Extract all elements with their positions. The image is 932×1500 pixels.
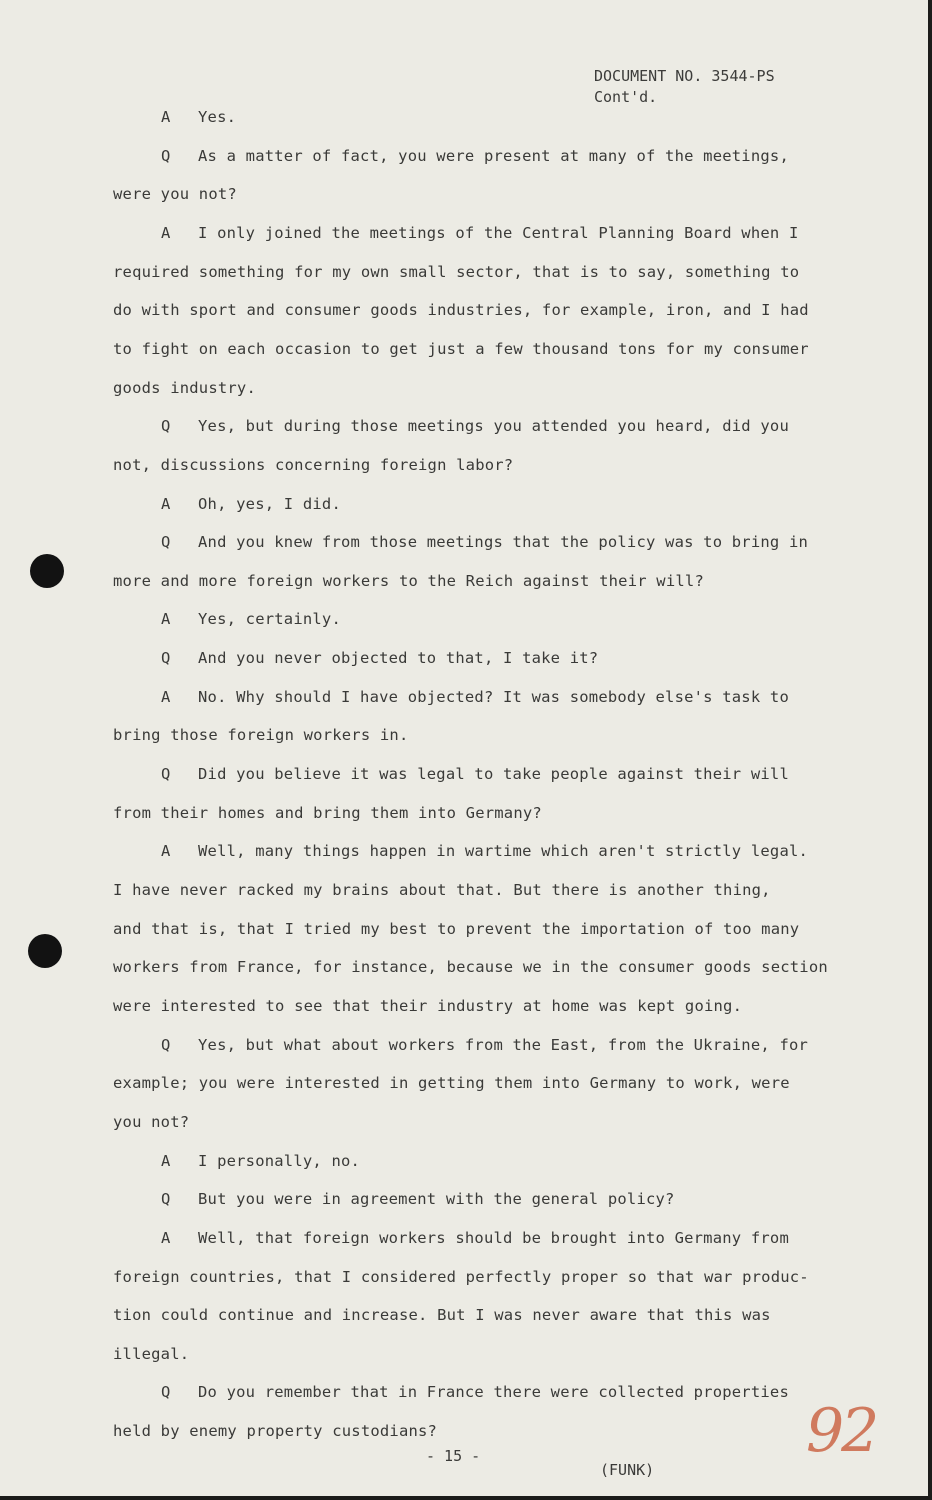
line-text: Yes. [198,108,237,126]
continuation-line [113,1268,809,1286]
qa-line [161,147,789,165]
answer-marker: A [161,108,171,126]
qa-line [161,1229,789,1247]
continuation-line [113,572,704,590]
qa-line [161,842,808,860]
continuation-line [113,920,799,938]
line-text: Did you believe it was legal to take people against their will [198,765,789,784]
line-text: were you not? [113,185,237,204]
line-text: And you never objected to that, I take it? [198,649,599,668]
document-number: DOCUMENT NO. 3544-PS [594,67,775,85]
line-text: goods industry. [113,378,256,397]
line-text: No. Why should I have objected? It was somebody else's task to [198,687,789,706]
page-number: - 15 - [426,1447,481,1465]
qa-line [161,533,808,551]
line-text: do with sport and consumer goods industries, for example, iron, and I had [113,301,809,320]
page-stamp-number: 92 [806,1396,877,1466]
continuation-line [113,958,828,976]
qa-line [161,1152,360,1170]
line-text: not, discussions concerning foreign labor? [113,455,514,474]
question-marker: Q [161,765,171,784]
line-text: Oh, yes, I did. [198,494,341,513]
line-text: foreign countries, that I considered perfectly proper so that war produc- [113,1267,809,1286]
question-marker: Q [161,1383,171,1402]
question-marker: Q [161,417,171,436]
line-text: illegal. [113,1344,190,1363]
qa-line [161,649,598,667]
punch-hole [28,934,62,968]
line-text: bring those foreign workers in. [113,726,409,745]
line-text: I personally, no. [198,1151,361,1170]
line-text: and that is, that I tried my best to prevent the importation of too many [113,919,800,938]
continuation-line [113,1306,771,1324]
qa-line [161,495,341,513]
question-marker: Q [161,649,171,668]
line-text: But you were in agreement with the general policy? [198,1190,675,1209]
qa-line [161,1190,675,1208]
continuation-line [113,1345,189,1363]
line-text: Yes, but during those meetings you attended you heard, did you [198,417,789,436]
continuation-line [113,456,513,474]
answer-marker: A [161,494,171,513]
continuation-line [113,1074,790,1092]
line-text: I have never racked my brains about that. But there is another thing, [113,881,771,899]
continuation-line [113,1422,437,1440]
continuation-line [113,340,809,358]
punch-hole [30,554,64,588]
continuation-line [113,997,742,1015]
answer-marker: A [161,1228,171,1247]
line-text: example; you were interested in getting them into Germany to work, were [113,1074,790,1093]
continuation-line [113,881,771,899]
line-text: were interested to see that their industry at home was kept going. [113,996,743,1015]
question-marker: Q [161,1035,171,1054]
qa-line [161,1383,789,1401]
continuation-line [113,263,799,281]
continuation-line [113,726,409,744]
line-text: tion could continue and increase. But I was never aware that this was [113,1306,771,1325]
answer-marker: A [161,687,171,706]
continuation-line [113,301,809,319]
line-text: you not? [113,1112,190,1131]
line-text: to fight on each occasion to get just a few thousand tons for my consumer [113,339,809,358]
qa-line [161,688,789,706]
continuation-line [113,804,542,822]
document-header [594,66,775,108]
continuation-line [113,379,256,397]
continuation-line [113,1113,189,1131]
line-text: Do you remember that in France there were collected properties [198,1383,789,1402]
question-marker: Q [161,533,171,552]
answer-marker: A [161,223,171,242]
qa-line [161,610,341,628]
answer-marker: A [161,1151,171,1170]
line-text: required something for my own small sector, that is to say, something to [113,262,800,281]
line-text: Well, that foreign workers should be brought into Germany from [198,1228,789,1247]
line-text: As a matter of fact, you were present at many of the meetings, [198,146,789,165]
line-text: from their homes and bring them into Germany? [113,803,542,822]
qa-line [161,108,236,126]
line-text: more and more foreign workers to the Reich against their will? [113,571,704,590]
question-marker: Q [161,146,171,165]
line-text: Yes, but what about workers from the East, from the Ukraine, for [198,1035,809,1054]
line-text: And you knew from those meetings that the policy was to bring in [198,533,809,552]
line-text: Yes, certainly. [198,610,341,629]
line-text: I only joined the meetings of the Central Planning Board when I [198,223,799,242]
qa-line [161,1036,808,1054]
line-text: Well, many things happen in wartime which aren't strictly legal. [198,842,809,861]
continuation-line [113,185,237,203]
qa-line [161,417,789,435]
question-marker: Q [161,1190,171,1209]
line-text: workers from France, for instance, because we in the consumer goods section [113,958,828,977]
answer-marker: A [161,842,171,861]
line-text: held by enemy property custodians? [113,1422,438,1441]
answer-marker: A [161,610,171,629]
continued-label: Cont'd. [594,88,658,106]
witness-name: (FUNK) [600,1461,655,1479]
qa-line [161,224,799,242]
qa-line [161,765,789,783]
